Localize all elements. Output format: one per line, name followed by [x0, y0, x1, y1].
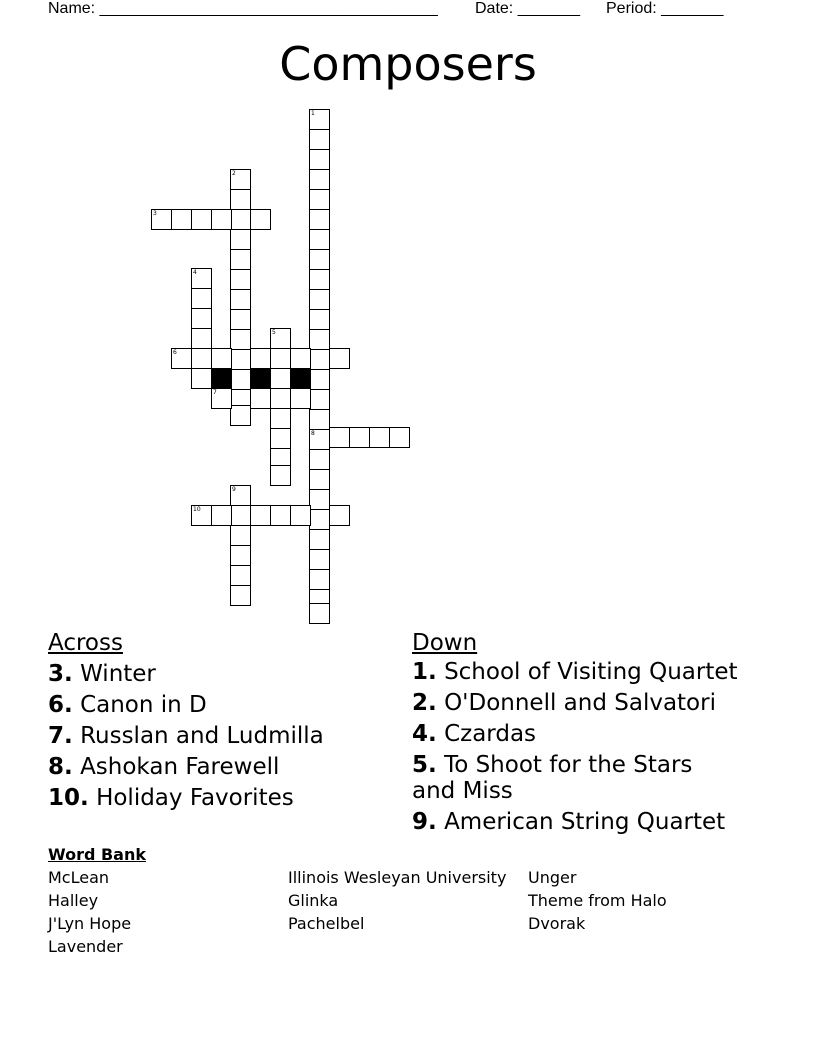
crossword-cell[interactable]: [230, 329, 251, 350]
crossword-cell[interactable]: [309, 109, 330, 130]
word-bank-column-1: [48, 866, 131, 958]
crossword-cell[interactable]: [250, 505, 271, 526]
clue-number: 5: [272, 329, 276, 336]
across-clue: 7. Russlan and Ludmilla: [48, 723, 324, 749]
crossword-cell[interactable]: [369, 427, 390, 448]
crossword-cell[interactable]: [230, 169, 251, 190]
word-bank-column-2: [288, 866, 506, 935]
down-clue: 2. O'Donnell and Salvatori: [412, 690, 716, 716]
across-clue: 10. Holiday Favorites: [48, 785, 294, 811]
header-name-line: Name: ______________________________________: [48, 0, 438, 17]
clue-number: 6: [173, 349, 177, 356]
crossword-black-square: [290, 368, 311, 389]
crossword-cell[interactable]: [309, 569, 330, 590]
down-clue: 9. American String Quartet: [412, 809, 726, 835]
across-clue: 6. Canon in D: [48, 692, 207, 718]
crossword-cell[interactable]: [309, 389, 330, 410]
crossword-cell[interactable]: [230, 269, 251, 290]
crossword-cell[interactable]: [309, 309, 330, 330]
crossword-cell[interactable]: [329, 427, 350, 448]
crossword-cell[interactable]: [270, 408, 291, 429]
crossword-cell[interactable]: [309, 289, 330, 310]
crossword-cell[interactable]: [211, 209, 232, 230]
crossword-cell[interactable]: [309, 349, 330, 370]
crossword-cell[interactable]: [230, 309, 251, 330]
crossword-cell[interactable]: [309, 149, 330, 170]
crossword-cell[interactable]: [230, 485, 251, 506]
down-clue: 1. School of Visiting Quartet: [412, 659, 738, 685]
crossword-cell[interactable]: [270, 368, 291, 389]
crossword-cell[interactable]: [230, 229, 251, 250]
crossword-cell[interactable]: [309, 529, 330, 550]
word-bank-word: Illinois Wesleyan University: [288, 868, 507, 887]
clue-number: 2: [232, 170, 236, 177]
crossword-black-square: [250, 368, 271, 389]
crossword-cell[interactable]: [230, 209, 251, 230]
crossword-cell[interactable]: [230, 545, 251, 566]
word-bank-word: J'Lyn Hope: [48, 914, 132, 933]
word-bank-word: Lavender: [48, 937, 123, 956]
across-clues: [48, 628, 388, 814]
word-bank-column-3: [528, 866, 667, 935]
word-bank-word: Glinka: [288, 891, 339, 910]
crossword-cell[interactable]: [230, 349, 251, 370]
crossword-cell[interactable]: [309, 249, 330, 270]
crossword-black-square: [211, 368, 232, 389]
clue-number: 7: [213, 389, 217, 396]
crossword-cell[interactable]: [211, 388, 232, 409]
crossword-cell[interactable]: [250, 348, 271, 369]
down-clues: [412, 628, 772, 840]
crossword-cell[interactable]: [151, 209, 172, 230]
clue-number: 3: [153, 210, 157, 217]
crossword-cell[interactable]: [329, 348, 350, 369]
clue-number: 1: [311, 110, 315, 117]
crossword-cell[interactable]: [230, 525, 251, 546]
crossword-cell[interactable]: [270, 505, 291, 526]
crossword-cell[interactable]: [329, 505, 350, 526]
across-heading: Across: [48, 630, 123, 656]
down-clue: 4. Czardas: [412, 721, 537, 747]
crossword-cell[interactable]: [171, 348, 192, 369]
word-bank-word: Unger: [528, 868, 577, 887]
crossword-cell[interactable]: [230, 505, 251, 526]
crossword-cell[interactable]: [230, 249, 251, 270]
crossword-cell[interactable]: [211, 348, 232, 369]
crossword-cell[interactable]: [191, 308, 212, 329]
crossword-cell[interactable]: [309, 509, 330, 530]
crossword-cell[interactable]: [309, 549, 330, 570]
clue-number: 8: [311, 430, 315, 437]
header-period-line: Period: _______: [606, 0, 724, 17]
crossword-cell[interactable]: [389, 427, 410, 448]
crossword-cell[interactable]: [309, 603, 330, 624]
across-clue: 8. Ashokan Farewell: [48, 754, 280, 780]
crossword-cell[interactable]: [270, 348, 291, 369]
word-bank-title: Word Bank: [48, 845, 147, 864]
crossword-cell[interactable]: [309, 169, 330, 190]
crossword-cell[interactable]: [309, 429, 330, 450]
crossword-cell[interactable]: [230, 565, 251, 586]
page-title: Composers: [279, 37, 537, 91]
crossword-cell[interactable]: [270, 465, 291, 486]
down-clue: 5. To Shoot for the Stars and Miss: [412, 752, 693, 804]
crossword-cell[interactable]: [230, 289, 251, 310]
crossword-cell[interactable]: [250, 209, 271, 230]
crossword-cell[interactable]: [211, 505, 232, 526]
word-bank-word: McLean: [48, 868, 110, 887]
crossword-cell[interactable]: [290, 505, 311, 526]
word-bank-word: Halley: [48, 891, 99, 910]
clue-number: 9: [232, 486, 236, 493]
crossword-cell[interactable]: [349, 427, 370, 448]
crossword-cell[interactable]: [230, 369, 251, 390]
crossword-cell[interactable]: [230, 405, 251, 426]
crossword-cell[interactable]: [309, 369, 330, 390]
header-date-line: Date: _______: [475, 0, 580, 17]
word-bank-word: Pachelbel: [288, 914, 365, 933]
crossword-cell[interactable]: [230, 585, 251, 606]
crossword-cell[interactable]: [309, 189, 330, 210]
word-bank-word: Theme from Halo: [528, 891, 667, 910]
crossword-cell[interactable]: [309, 269, 330, 290]
crossword-cell[interactable]: [270, 328, 291, 349]
crossword-cell[interactable]: [230, 189, 251, 210]
crossword-cell[interactable]: [171, 209, 192, 230]
crossword-cell[interactable]: [290, 348, 311, 369]
crossword-cell[interactable]: [191, 268, 212, 289]
crossword-cell[interactable]: [309, 449, 330, 470]
clue-number: 4: [193, 269, 197, 276]
crossword-cell[interactable]: [191, 505, 212, 526]
crossword-cell[interactable]: [290, 388, 311, 409]
crossword-cell[interactable]: [309, 409, 330, 430]
crossword-cell[interactable]: [309, 489, 330, 510]
across-clue: 3. Winter: [48, 661, 156, 687]
crossword-cell[interactable]: [250, 388, 271, 409]
crossword-cell[interactable]: [270, 428, 291, 449]
crossword-cell[interactable]: [191, 368, 212, 389]
crossword-cell[interactable]: [309, 329, 330, 350]
crossword-cell[interactable]: [191, 328, 212, 349]
crossword-cell[interactable]: [309, 209, 330, 230]
crossword-cell[interactable]: [309, 129, 330, 150]
crossword-cell[interactable]: [191, 288, 212, 309]
crossword-cell[interactable]: [309, 469, 330, 490]
clue-number: 10: [193, 506, 201, 513]
crossword-cell[interactable]: [270, 388, 291, 409]
word-bank-word: Dvorak: [528, 914, 586, 933]
down-heading: Down: [412, 630, 478, 656]
crossword-cell[interactable]: [191, 209, 212, 230]
crossword-cell[interactable]: [309, 229, 330, 250]
crossword-cell[interactable]: [191, 348, 212, 369]
